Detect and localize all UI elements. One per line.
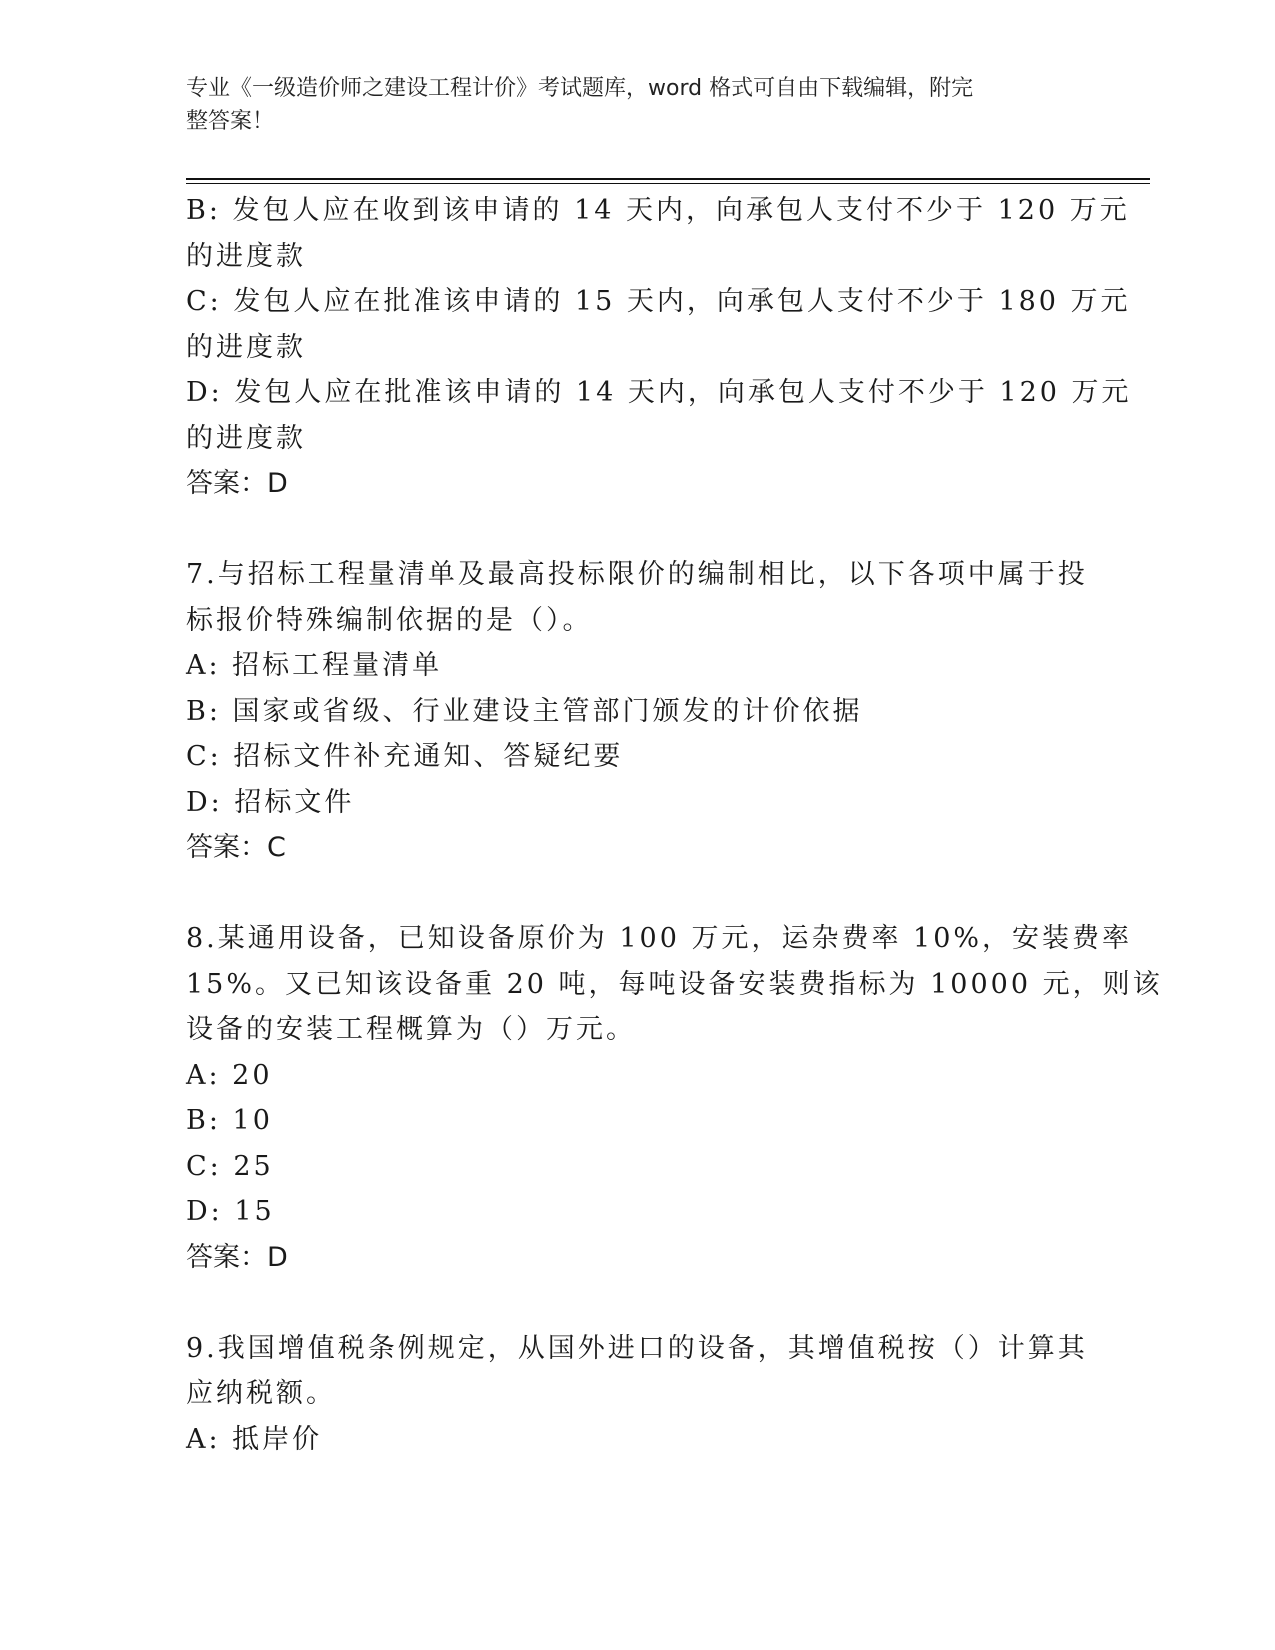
question-stem-line-3: 设备的安装工程概算为（）万元。: [186, 1014, 636, 1045]
option-d: D: 招标文件: [186, 786, 355, 818]
option-d-line-1: D: 发包人应在批准该申请的 14 天内，向承包人支付不少于 120 万元: [186, 377, 1132, 408]
option-c: C: 招标文件补充通知、答疑纪要: [186, 741, 624, 772]
question-9: [186, 1326, 1088, 1463]
option-c-line-1: C: 发包人应在批准该申请的 15 天内，向承包人支付不少于 180 万元: [186, 286, 1131, 317]
answer: 答案：D: [186, 468, 288, 499]
option-c: C: 25: [186, 1150, 274, 1182]
option-b-line-2: 的进度款: [186, 240, 306, 272]
question-stem-line-2: 15%。又已知该设备重 20 吨，每吨设备安装费指标为 10000 元，则该: [186, 968, 1163, 1000]
page-header: [186, 72, 1056, 138]
option-b-line-1: B: 发包人应在收到该申请的 14 天内，向承包人支付不少于 120 万元: [186, 195, 1130, 226]
question-8: [186, 916, 1163, 1280]
question-stem-line-1: 7.与招标工程量清单及最高投标限价的编制相比，以下各项中属于投: [186, 559, 1088, 590]
answer: 答案：C: [186, 832, 286, 863]
spacer: [186, 507, 1066, 553]
header-line-2: 整答案！: [186, 109, 275, 134]
option-c-line-2: 的进度款: [186, 331, 306, 363]
option-b: B: 国家或省级、行业建设主管部门颁发的计价依据: [186, 695, 863, 727]
header-line-1: 专业《一级造价师之建设工程计价》考试题库，word 格式可自由下载编辑，附完: [186, 76, 974, 101]
header-divider-thick: [186, 178, 1150, 180]
question-7: [186, 552, 1088, 871]
question-stem-line-2: 应纳税额。: [186, 1378, 336, 1409]
question-stem-line-1: 8.某通用设备，已知设备原价为 100 万元，运杂费率 10%，安装费率: [186, 923, 1133, 954]
question-stem-line-1: 9.我国增值税条例规定，从国外进口的设备，其增值税按（）计算其: [186, 1332, 1088, 1364]
option-d-line-2: 的进度款: [186, 422, 306, 454]
option-a: A: 20: [186, 1059, 273, 1091]
option-d: D: 15: [186, 1196, 275, 1227]
header-divider-thin: [186, 183, 1150, 184]
answer: 答案：D: [186, 1241, 288, 1273]
option-a: A: 抵岸价: [186, 1423, 323, 1455]
spacer: [186, 871, 1066, 917]
question-6-tail: [186, 188, 1132, 507]
document-body: [186, 188, 1163, 1462]
option-a: A: 招标工程量清单: [186, 650, 443, 681]
question-stem-line-2: 标报价特殊编制依据的是（）。: [186, 604, 593, 636]
option-b: B: 10: [186, 1105, 273, 1136]
spacer: [186, 1280, 1066, 1326]
